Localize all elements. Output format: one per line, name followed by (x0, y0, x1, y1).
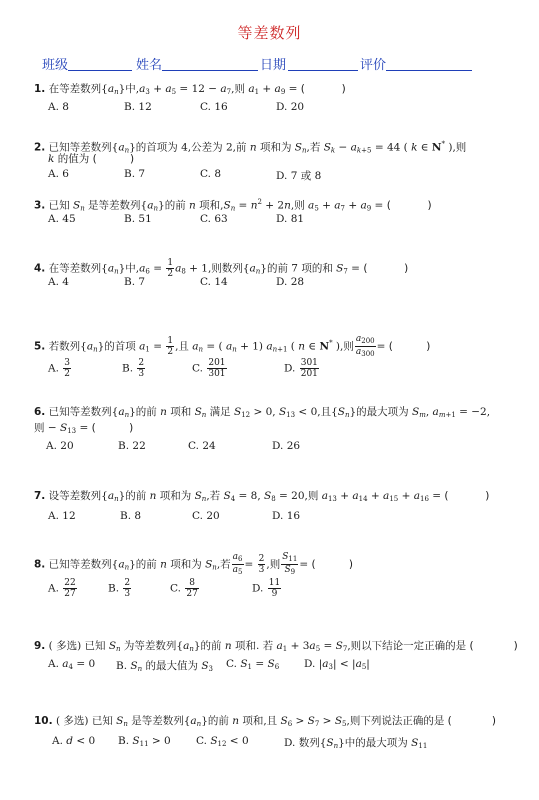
option-d[interactable]: D. 数列$\{S_n\}$中的最大项为 $S_{11}$ (284, 737, 428, 750)
student-info-row (42, 54, 512, 74)
question-number: 10. (34, 715, 53, 727)
option-a[interactable]: A. 20 (46, 440, 74, 452)
option-d[interactable]: D. 26 (272, 440, 301, 452)
question-number: 7. (34, 490, 46, 502)
eval-field[interactable] (386, 70, 472, 71)
question-2-options (48, 168, 348, 182)
date-field[interactable] (288, 70, 358, 71)
class-label: 班级 (42, 58, 69, 73)
question-3: 3. 已知 $S_n$ 是等差数列$\{a_n\}$的前 n 项和$,S_n = n^2 + 2n$,则 $a_5 + a_7 + a_9$ = ( ) (34, 198, 432, 213)
question-number: 2. (34, 141, 46, 154)
worksheet-title: 等差数列 (237, 24, 302, 42)
question-number: 6. (34, 406, 46, 418)
option-a[interactable]: A. $\frac{3}{2}$ (48, 358, 70, 379)
question-number: 9. (34, 640, 46, 652)
question-8-options (48, 578, 348, 604)
option-a[interactable]: A. 45 (48, 213, 76, 225)
option-b[interactable]: B. 22 (118, 440, 146, 452)
option-a[interactable]: A. 12 (48, 510, 76, 522)
option-c[interactable]: C. $S_{12} < 0$ (196, 735, 249, 748)
question-10: 10. ( 多选) 已知 $S_n$ 是等差数列$\{a_n\}$的前 n 项和,且 $S_6 > S_7 > S_5$,则下列说法正确的是 ( ) (34, 715, 496, 728)
question-3-options (48, 213, 348, 227)
option-b[interactable]: B. $S_n$ 的最大值为 $S_3$ (116, 660, 213, 673)
option-b[interactable]: B. $S_{11} > 0$ (118, 735, 171, 748)
question-7-options (48, 510, 348, 524)
option-c[interactable]: C. 24 (188, 440, 216, 452)
question-number: 4. (34, 262, 46, 275)
option-c[interactable]: C. $S_1 = S_6$ (226, 658, 280, 671)
question-1-options (48, 101, 348, 115)
eval-label: 评价 (360, 58, 387, 73)
option-c[interactable]: C. 63 (200, 213, 228, 225)
option-c[interactable]: C. 14 (200, 276, 228, 288)
option-d[interactable]: D. $\frac{11}{9}$ (252, 578, 281, 599)
option-c[interactable]: C. 20 (192, 510, 220, 522)
question-7: 7. 设等差数列$\{a_n\}$的前 n 项和为 $S_n$,若 $S_4 = 8$, $S_8 = 20$,则 $a_{13} + a_{14} + a_{15} + a_{16}$ = ( ) (34, 490, 490, 503)
question-4-options (48, 276, 348, 290)
question-9: 9. ( 多选) 已知 $S_n$ 为等差数列$\{a_n\}$的前 n 项和. 若 $a_1 + 3a_5 = S_7$,则以下结论一定正确的是 ( ) (34, 640, 518, 653)
question-number: 1. (34, 83, 46, 95)
name-label: 姓名 (136, 58, 163, 73)
option-d[interactable]: D. 16 (272, 510, 301, 522)
question-2: 2. 已知等差数列$\{a_n\}$的首项为 4,公差为 2,前 n 项和为 $S_n$,若 $S_k - a_{k+5} = 44$ ( k ∈ N* ),则 (34, 140, 467, 155)
option-c[interactable]: C. 8 (200, 168, 222, 180)
option-d[interactable]: D. 20 (276, 101, 305, 113)
option-b[interactable]: B. $\frac{2}{3}$ (108, 578, 131, 599)
question-5: 5. 若数列$\{a_n\}$的首项 $a_1$ = $\frac{1}{2}$ ,且 $a_n$ = ( $a_n + 1$) $a_{n+1}$ ( n ∈ N* ),则 $\frac{a_{200}}{a_{300}}$ = ( ) (34, 334, 431, 358)
question-2-line-2: k 的值为 ( ) (48, 153, 135, 165)
question-10-options (52, 735, 472, 749)
question-number: 3. (34, 199, 46, 212)
question-number: 5. (34, 340, 46, 353)
option-d[interactable]: D. 7 或 8 (276, 170, 322, 182)
option-d[interactable]: D. 28 (276, 276, 305, 288)
question-1: 1. 在等差数列$\{a_n\}$中$,a_3 + a_5 = 12 - a_7$,则 $a_1 + a_9$ = ( ) (34, 83, 346, 96)
question-number: 8. (34, 558, 46, 571)
option-a[interactable]: A. $\frac{22}{27}$ (48, 578, 76, 599)
question-6-options (46, 440, 346, 454)
question-9-options (48, 658, 468, 672)
option-a[interactable]: A. $a_4 = 0$ (48, 658, 96, 671)
question-5-options (48, 358, 348, 384)
option-d[interactable]: D. 81 (276, 213, 305, 225)
question-6-line-2: 则 − $S_{13}$ = ( ) (34, 422, 134, 435)
option-b[interactable]: B. 7 (124, 276, 146, 288)
option-b[interactable]: B. 51 (124, 213, 152, 225)
option-a[interactable]: A. 4 (48, 276, 69, 288)
option-b[interactable]: B. 7 (124, 168, 146, 180)
question-8: 8. 已知等差数列$\{a_n\}$的前 n 项和为 $S_n$,若 $\frac{a_6}{a_5}$ = $\frac{2}{3}$ ,则 $\frac{S_{11}}{S_9}$ = ( ) (34, 552, 354, 576)
option-c[interactable]: C. $\frac{201}{301}$ (192, 358, 226, 379)
date-label: 日期 (260, 58, 287, 73)
option-b[interactable]: B. 8 (120, 510, 142, 522)
option-d[interactable]: D. $|a_3| < |a_5|$ (304, 658, 370, 671)
option-c[interactable]: C. 16 (200, 101, 228, 113)
name-field[interactable] (162, 70, 258, 71)
option-d[interactable]: D. $\frac{301}{201}$ (284, 358, 318, 379)
class-field[interactable] (68, 70, 132, 71)
option-a[interactable]: A. 6 (48, 168, 69, 180)
option-a[interactable]: A. d < 0 (52, 735, 96, 747)
option-a[interactable]: A. 8 (48, 101, 69, 113)
option-c[interactable]: C. $\frac{8}{27}$ (170, 578, 198, 599)
option-b[interactable]: B. $\frac{2}{3}$ (122, 358, 145, 379)
option-b[interactable]: B. 12 (124, 101, 152, 113)
question-6: 6. 已知等差数列$\{a_n\}$的前 n 项和 $S_n$ 满足 $S_{12} > 0$, $S_{13} < 0$,且$\{S_n\}$的最大项为 $S_m$, $a_{m+1} = -2$, (34, 406, 491, 419)
question-4: 4. 在等差数列$\{a_n\}$中$,a_6$ = $\frac{1}{2}$ $a_8 + 1$,则数列$\{a_n\}$的前 7 项的和 $S_7$ = ( ) (34, 258, 409, 279)
